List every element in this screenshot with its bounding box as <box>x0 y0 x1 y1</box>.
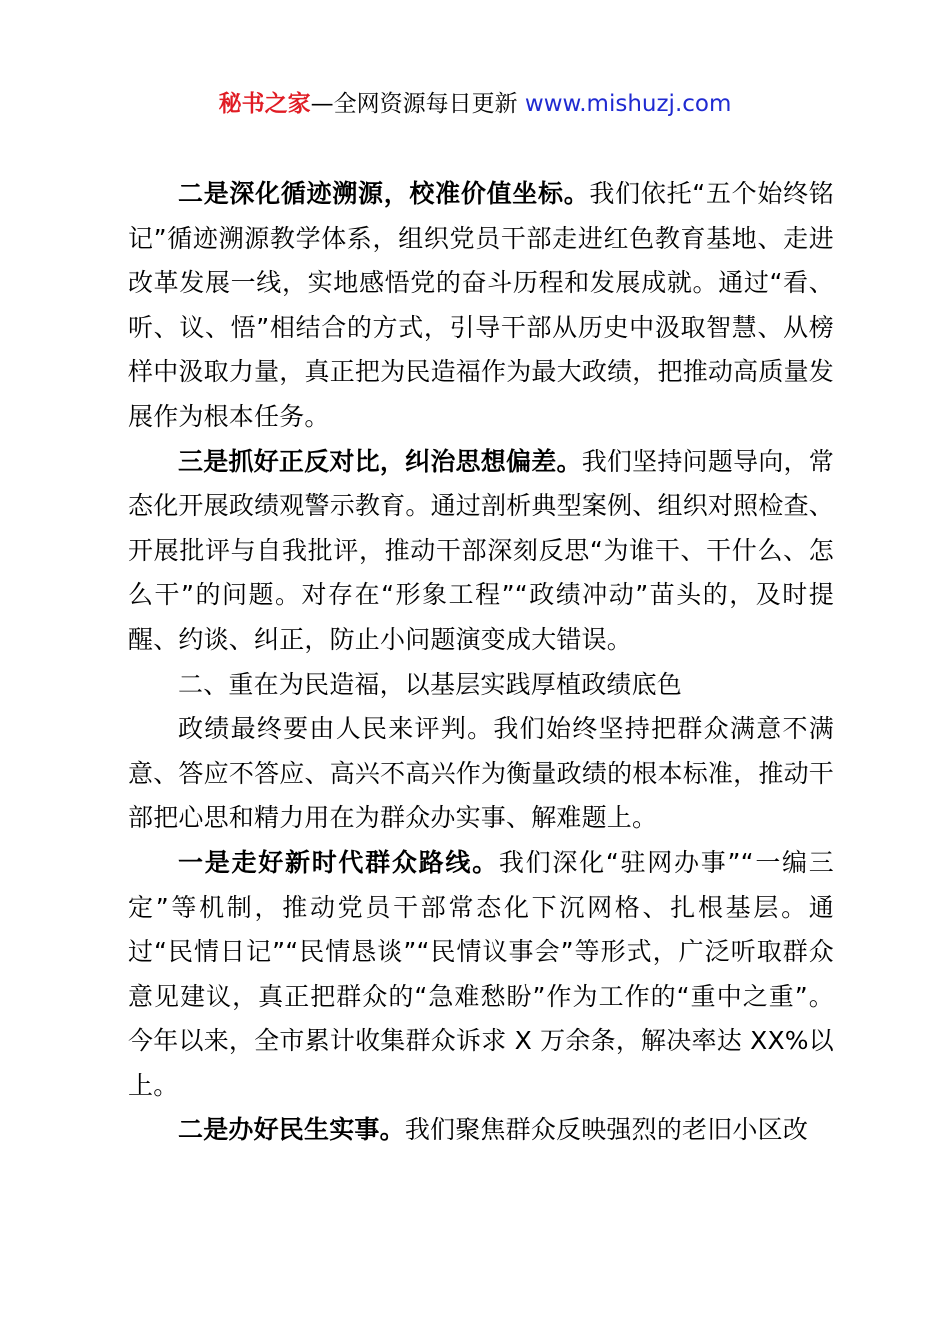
header-tagline: —全网资源每日更新 <box>310 91 525 117</box>
paragraph-text: 我们依托“五个始终铭记”循迹溯源教学体系，组织党员干部走进红色教育基地、走进改革发展一线，实地感悟党的奋斗历程和发展成就。通过“看、听、议、悟”相结合的方式，引导干部从历史中汲取智慧、从榜样中汲取力量，真正把为民造福作为最大政绩，把推动高质量发展作为根本任务。 <box>128 179 834 431</box>
page-header <box>0 86 950 122</box>
document-body <box>128 172 834 1153</box>
section-heading <box>128 663 834 708</box>
paragraph-lead: 二是深化循迹溯源，校准价值坐标。 <box>178 179 590 208</box>
paragraph-lead: 一是走好新时代群众路线。 <box>178 847 499 877</box>
paragraph-lead: 三是抓好正反对比，纠治思想偏差。 <box>178 446 582 476</box>
paragraph-livelihood <box>128 1108 834 1153</box>
section-heading-text: 二、重在为民造福，以基层实践厚植政绩底色 <box>178 669 683 699</box>
paragraph-people-judge <box>128 707 834 841</box>
paragraph-contrast-correction <box>128 440 834 663</box>
paragraph-deepen-tracing <box>128 172 834 440</box>
brand-name: 秘书之家 <box>218 91 311 117</box>
paragraph-text: 我们坚持问题导向，常态化开展政绩观警示教育。通过剖析典型案例、组织对照检查、开展批评与自我批评，推动干部深刻反思“为谁干、干什么、怎么干”的问题。对存在“形象工程”“政绩冲动”苗头的，及时提醒、约谈、纠正，防止小问题演变成大错误。 <box>128 446 834 654</box>
paragraph-mass-line <box>128 841 834 1109</box>
paragraph-text: 政绩最终要由人民来评判。我们始终坚持把群众满意不满意、答应不答应、高兴不高兴作为衡量政绩的根本标准，推动干部把心思和精力用在为群众办实事、解难题上。 <box>128 714 834 833</box>
paragraph-text: 我们深化“驻网办事”“一编三定”等机制，推动党员干部常态化下沉网格、扎根基层。通过“民情日记”“民情恳谈”“民情议事会”等形式，广泛听取群众意见建议，真正把群众的“急难愁盼”作为工作的“重中之重”。今年以来，全市累计收集群众诉求 X 万余条，解决率达 XX%以上。 <box>128 847 834 1100</box>
paragraph-text: 我们聚焦群众反映强烈的老旧小区改 <box>404 1115 809 1145</box>
website-link[interactable]: www.mishuzj.com <box>524 91 732 117</box>
paragraph-lead: 二是办好民生实事。 <box>178 1115 405 1145</box>
